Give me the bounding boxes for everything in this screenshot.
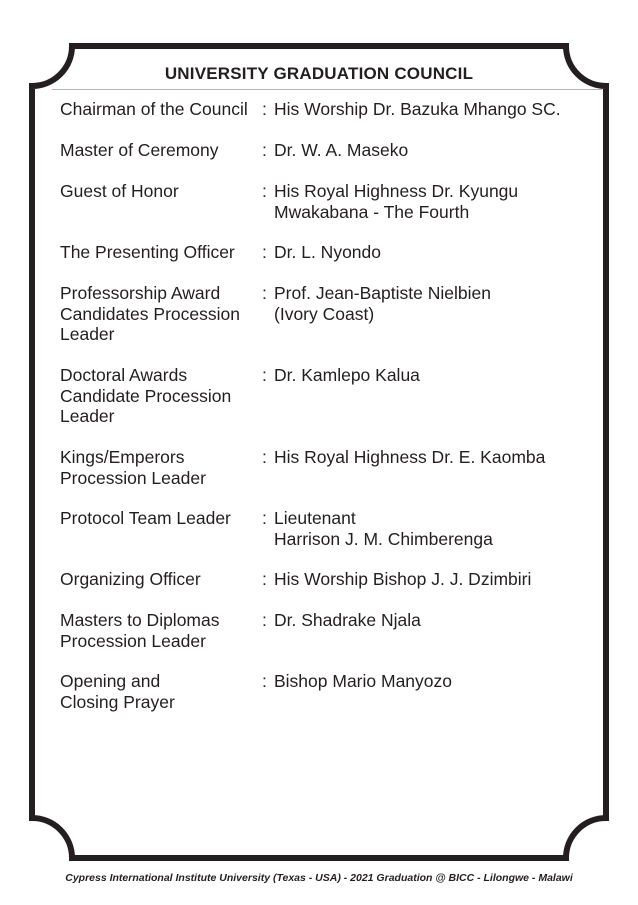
entry-name: Bishop Mario Manyozo (274, 671, 452, 691)
entry-role: Masters to Diplomas Procession Leader (60, 610, 220, 651)
entry-name: Dr. L. Nyondo (274, 242, 381, 262)
entry-name: Prof. Jean-Baptiste Nielbien (Ivory Coast) (274, 283, 491, 324)
entry-separator: : (262, 569, 267, 589)
entry-separator: : (262, 365, 267, 385)
entry-separator: : (262, 181, 267, 201)
entry-role: Kings/Emperors Procession Leader (60, 447, 206, 488)
entry-role: Master of Ceremony (60, 140, 219, 160)
page-title: UNIVERSITY GRADUATION COUNCIL (164, 64, 474, 83)
entry-role: Professorship Award Candidates Procession Leader (60, 283, 240, 344)
entry-name: His Royal Highness Dr. E. Kaomba (274, 447, 546, 467)
entry-separator: : (262, 508, 267, 528)
entry-separator: : (262, 242, 267, 262)
entry-name: Dr. Shadrake Njala (274, 610, 421, 630)
entry-name: His Royal Highness Dr. Kyungu Mwakabana - The Fourth (274, 181, 519, 222)
entry-separator: : (262, 140, 267, 160)
entry-role: Guest of Honor (60, 181, 179, 201)
entry-role: Doctoral Awards Candidate Procession Leader (60, 365, 232, 426)
entry-separator: : (262, 99, 267, 119)
entry-name: Lieutenant Harrison J. M. Chimberenga (274, 508, 493, 549)
entry-name: Dr. W. A. Maseko (274, 140, 409, 160)
entry-role: The Presenting Officer (60, 242, 235, 262)
entry-separator: : (262, 447, 267, 467)
entry-separator: : (262, 610, 267, 630)
entry-separator: : (262, 671, 267, 691)
entry-name: His Worship Dr. Bazuka Mhango SC. (274, 99, 561, 119)
entry-role: Organizing Officer (60, 569, 201, 589)
entry-role: Protocol Team Leader (60, 508, 231, 528)
entry-role: Chairman of the Council (60, 99, 248, 119)
entry-name: Dr. Kamlepo Kalua (274, 365, 420, 385)
entry-role: Opening and Closing Prayer (60, 671, 175, 712)
page-footer: Cypress International Institute University (Texas - USA) - 2021 Graduation @ BICC - Lilongwe - Malawi (65, 872, 573, 884)
entry-name: His Worship Bishop J. J. Dzimbiri (274, 569, 532, 589)
entry-separator: : (262, 283, 267, 303)
